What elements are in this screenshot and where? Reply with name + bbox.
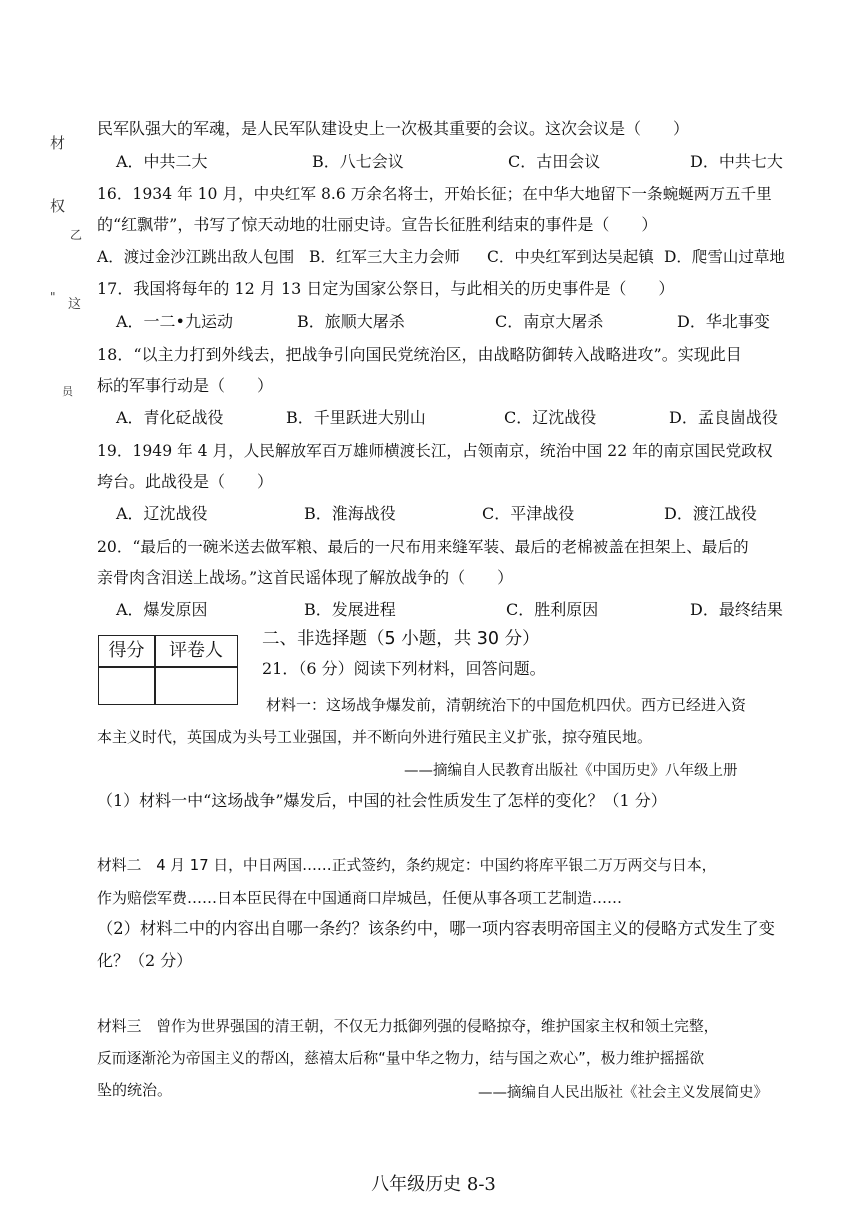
material3-source: ——摘编自人民出版社《社会主义发展简史》 — [478, 1085, 768, 1101]
q19-stem-line2: 垮台。此战役是（ ） — [97, 472, 274, 491]
q20-stem-line2: 亲骨肉含泪送上战场。”这首民谣体现了解放战争的（ ） — [97, 568, 514, 587]
q15-option-b: B．八七会议 — [312, 152, 404, 171]
material1-line1: 材料一：这场战争爆发前，清朝统治下的中国危机四伏。西方已经进入资 — [266, 696, 747, 714]
q16-option-b: B．红军三大主力会师 — [309, 248, 460, 266]
q18-option-d: D．孟良崮战役 — [669, 408, 778, 427]
q16-option-c: C．中央红军到达吴起镇 — [487, 248, 654, 266]
margin-mark: " — [50, 290, 56, 304]
q15-stem: 民军队强大的军魂，是人民军队建设史上一次极其重要的会议。这次会议是（ ） — [97, 119, 690, 138]
score-table — [98, 635, 238, 705]
q18-option-a: A．青化砭战役 — [116, 408, 224, 427]
q19-option-a: A．辽沈战役 — [116, 504, 208, 523]
q16-option-a: A．渡过金沙江跳出敌人包围 — [97, 248, 295, 266]
material2-line2: 作为赔偿军费……日本臣民得在中国通商口岸城邑，任便从事各项工艺制造…… — [97, 889, 623, 907]
q20-option-d: D．最终结果 — [690, 600, 783, 619]
q17-option-a: A．一二•九运动 — [116, 312, 233, 331]
q20-option-c: C．胜利原因 — [506, 600, 599, 619]
grader-header: 评卷人 — [169, 640, 223, 661]
material2-line1: 材料二 4 月 17 日，中日两国……正式签约，条约规定：中国约将库平银二万万两交与日本， — [97, 857, 717, 874]
score-header: 得分 — [108, 640, 145, 661]
q17-option-c: C．南京大屠杀 — [495, 312, 604, 331]
q17-stem: 17．我国将每年的 12 月 13 日定为国家公祭日，与此相关的历史事件是（ ） — [97, 279, 675, 298]
q19-option-d: D．渡江战役 — [664, 504, 757, 523]
q20-stem-line1: 20．“最后的一碗米送去做军粮、最后的一尺布用来缝军装、最后的老棉被盖在担架上、最后的 — [97, 538, 749, 556]
q15-option-a: A．中共二大 — [116, 152, 208, 171]
margin-mark: 材 — [50, 134, 66, 152]
q19-stem-line1: 19．1949 年 4 月，人民解放军百万雄师横渡长江，占领南京，统治中国 22 年的南京国民党政权 — [97, 442, 773, 460]
q19-option-c: C．平津战役 — [482, 504, 575, 523]
material1-source: ——摘编自人民教育出版社《中国历史》八年级上册 — [404, 763, 738, 779]
q21-stem: 21．（6 分）阅读下列材料，回答问题。 — [262, 659, 546, 678]
sub-question-2-line2: 化？（2 分） — [97, 951, 193, 970]
material3-line2: 反而逐渐沦为帝国主义的帮凶，慈禧太后称“量中华之物力，结与国之欢心”，极力维护摇摇欲 — [97, 1050, 705, 1067]
q18-option-c: C．辽沈战役 — [504, 408, 597, 427]
q16-option-d: D．爬雪山过草地 — [664, 248, 785, 266]
q20-option-b: B．发展进程 — [304, 600, 396, 619]
material3-line3: 坠的统治。 — [97, 1081, 173, 1099]
table-divider — [99, 666, 237, 668]
sub-question-2-line1: （2）材料二中的内容出自哪一条约？该条约中，哪一项内容表明帝国主义的侵略方式发生了变 — [97, 919, 775, 938]
table-divider — [154, 636, 156, 704]
q18-stem-line2: 标的军事行动是（ ） — [97, 376, 274, 395]
margin-mark: 乙 — [70, 228, 83, 242]
margin-mark: 权 — [50, 197, 66, 215]
q16-stem-line1: 16．1934 年 10 月，中央红军 8.6 万余名将士，开始长征；在中华大地留下一条蜿蜒两万五千里 — [97, 185, 772, 203]
material1-line2: 本主义时代，英国成为头号工业强国，并不断向外进行殖民主义扩张，掠夺殖民地。 — [97, 728, 653, 746]
sub-question-1: （1）材料一中“这场战争”爆发后，中国的社会性质发生了怎样的变化？（1 分） — [97, 791, 667, 810]
q18-stem-line1: 18．“以主力打到外线去，把战争引向国民党统治区，由战略防御转入战略进攻”。实现此目 — [97, 345, 742, 364]
q18-option-b: B．千里跃进大别山 — [286, 408, 426, 427]
q17-option-b: B．旅顺大屠杀 — [297, 312, 405, 331]
page-footer: 八年级历史 8-3 — [371, 1174, 496, 1195]
q19-option-b: B．淮海战役 — [304, 504, 396, 523]
q15-option-c: C．古田会议 — [508, 152, 601, 171]
margin-mark: 这 — [68, 297, 82, 312]
q16-stem-line2: 的“红飘带”，书写了惊天动地的壮丽史诗。宣告长征胜利结束的事件是（ ） — [97, 215, 658, 234]
section-title: 二、非选择题（5 小题，共 30 分） — [262, 629, 540, 649]
margin-mark: 员 — [62, 385, 73, 398]
material3-line1: 材料三 曾作为世界强国的清王朝，不仅无力抵御列强的侵略掠夺，维护国家主权和领土完整， — [97, 1018, 719, 1035]
q15-option-d: D．中共七大 — [690, 152, 783, 171]
q17-option-d: D．华北事变 — [677, 312, 770, 331]
q20-option-a: A．爆发原因 — [116, 600, 208, 619]
